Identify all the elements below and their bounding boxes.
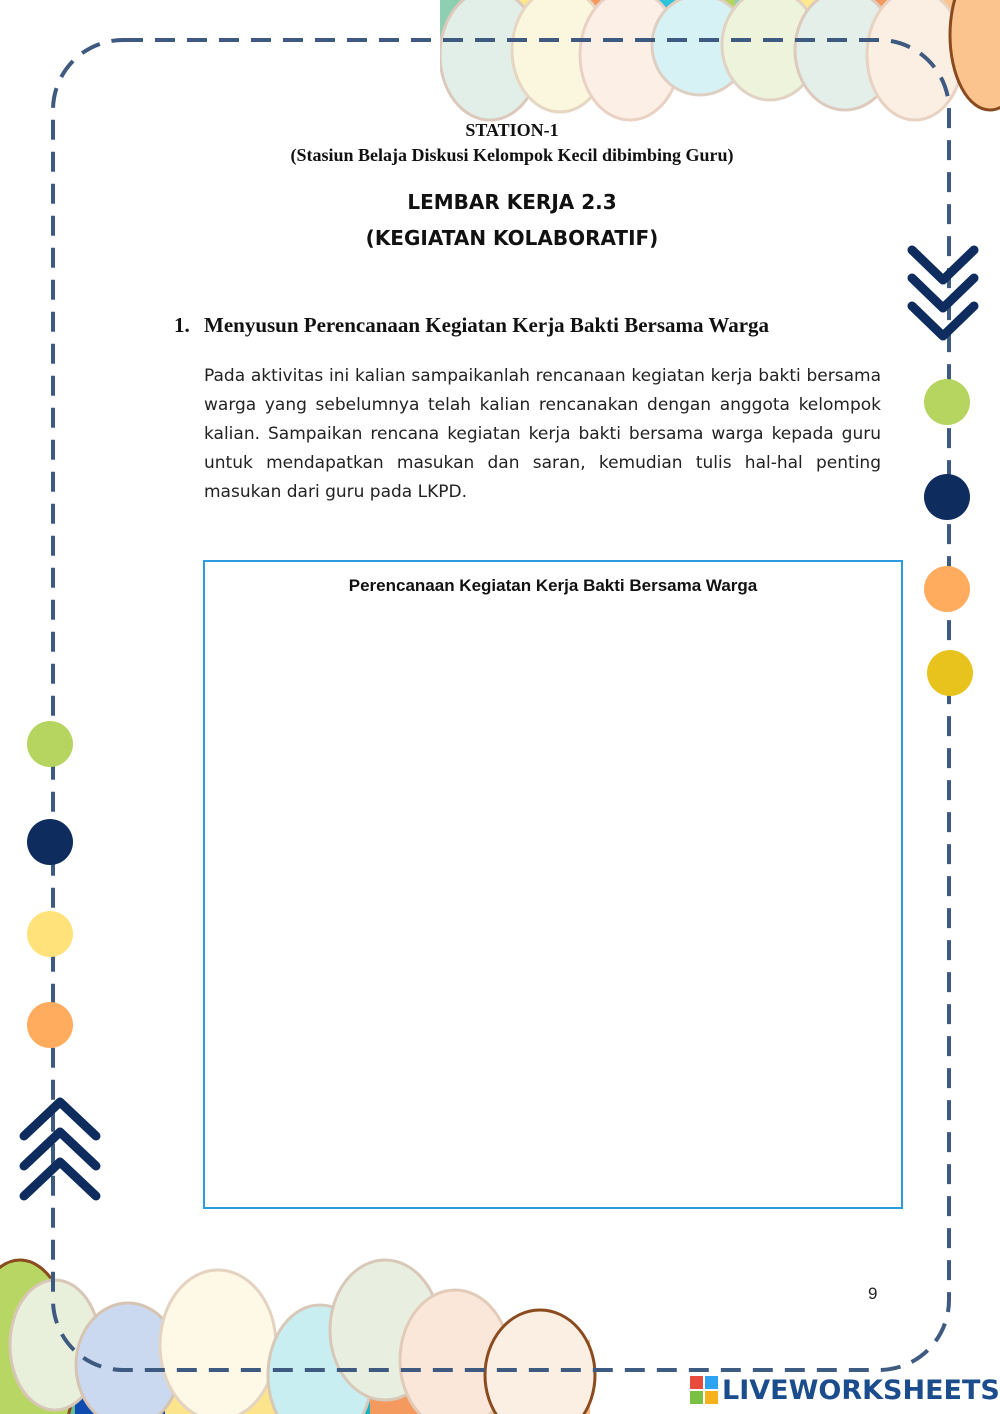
answer-box-title: Perencanaan Kegiatan Kerja Bakti Bersama Warga xyxy=(348,576,758,595)
answer-box[interactable] xyxy=(203,560,903,1209)
dot-orange-right xyxy=(924,566,970,612)
chevron-up-icon xyxy=(24,1102,96,1196)
top-egg-decoration xyxy=(440,0,1000,120)
liveworksheets-brand[interactable] xyxy=(690,1372,1000,1408)
chevron-down-icon xyxy=(912,250,974,336)
dot-yellow-left xyxy=(27,911,73,957)
section-number: 1. xyxy=(174,313,190,337)
bottom-egg-decoration xyxy=(0,1260,595,1414)
dot-gold-right xyxy=(927,650,973,696)
station-title: STATION-1 xyxy=(465,120,559,140)
station-subtitle: (Stasiun Belaja Diskusi Kelompok Kecil dibimbing Guru) xyxy=(290,145,734,165)
liveworksheets-logo-icon xyxy=(690,1376,718,1404)
instructions-paragraph: Pada aktivitas ini kalian sampaikanlah rencanaan kegiatan kerja bakti bersama warga yang sebelumnya telah kalian rencanakan dengan anggota kelompok kalian. Sampaikan rencana kegiatan kerja bakti bersama warga kepada guru untuk mendapatkan masukan dan saran, kemudian tulis hal-hal penting masukan dari guru pada LKPD. xyxy=(204,366,881,502)
dot-orange-left xyxy=(27,1002,73,1048)
worksheet-title: LEMBAR KERJA 2.3 xyxy=(407,190,617,214)
dot-lime-left xyxy=(27,721,73,767)
worksheet-subtitle: (KEGIATAN KOLABORATIF) xyxy=(365,226,659,250)
section-title: Menyusun Perencanaan Kegiatan Kerja Bakti Bersama Warga xyxy=(204,313,770,337)
brand-text: LIVEWORKSHEETS xyxy=(722,1374,1000,1406)
dot-navy-right xyxy=(924,474,970,520)
page-number: 9 xyxy=(868,1284,878,1303)
dot-navy-left xyxy=(27,819,73,865)
dot-lime-right xyxy=(924,379,970,425)
